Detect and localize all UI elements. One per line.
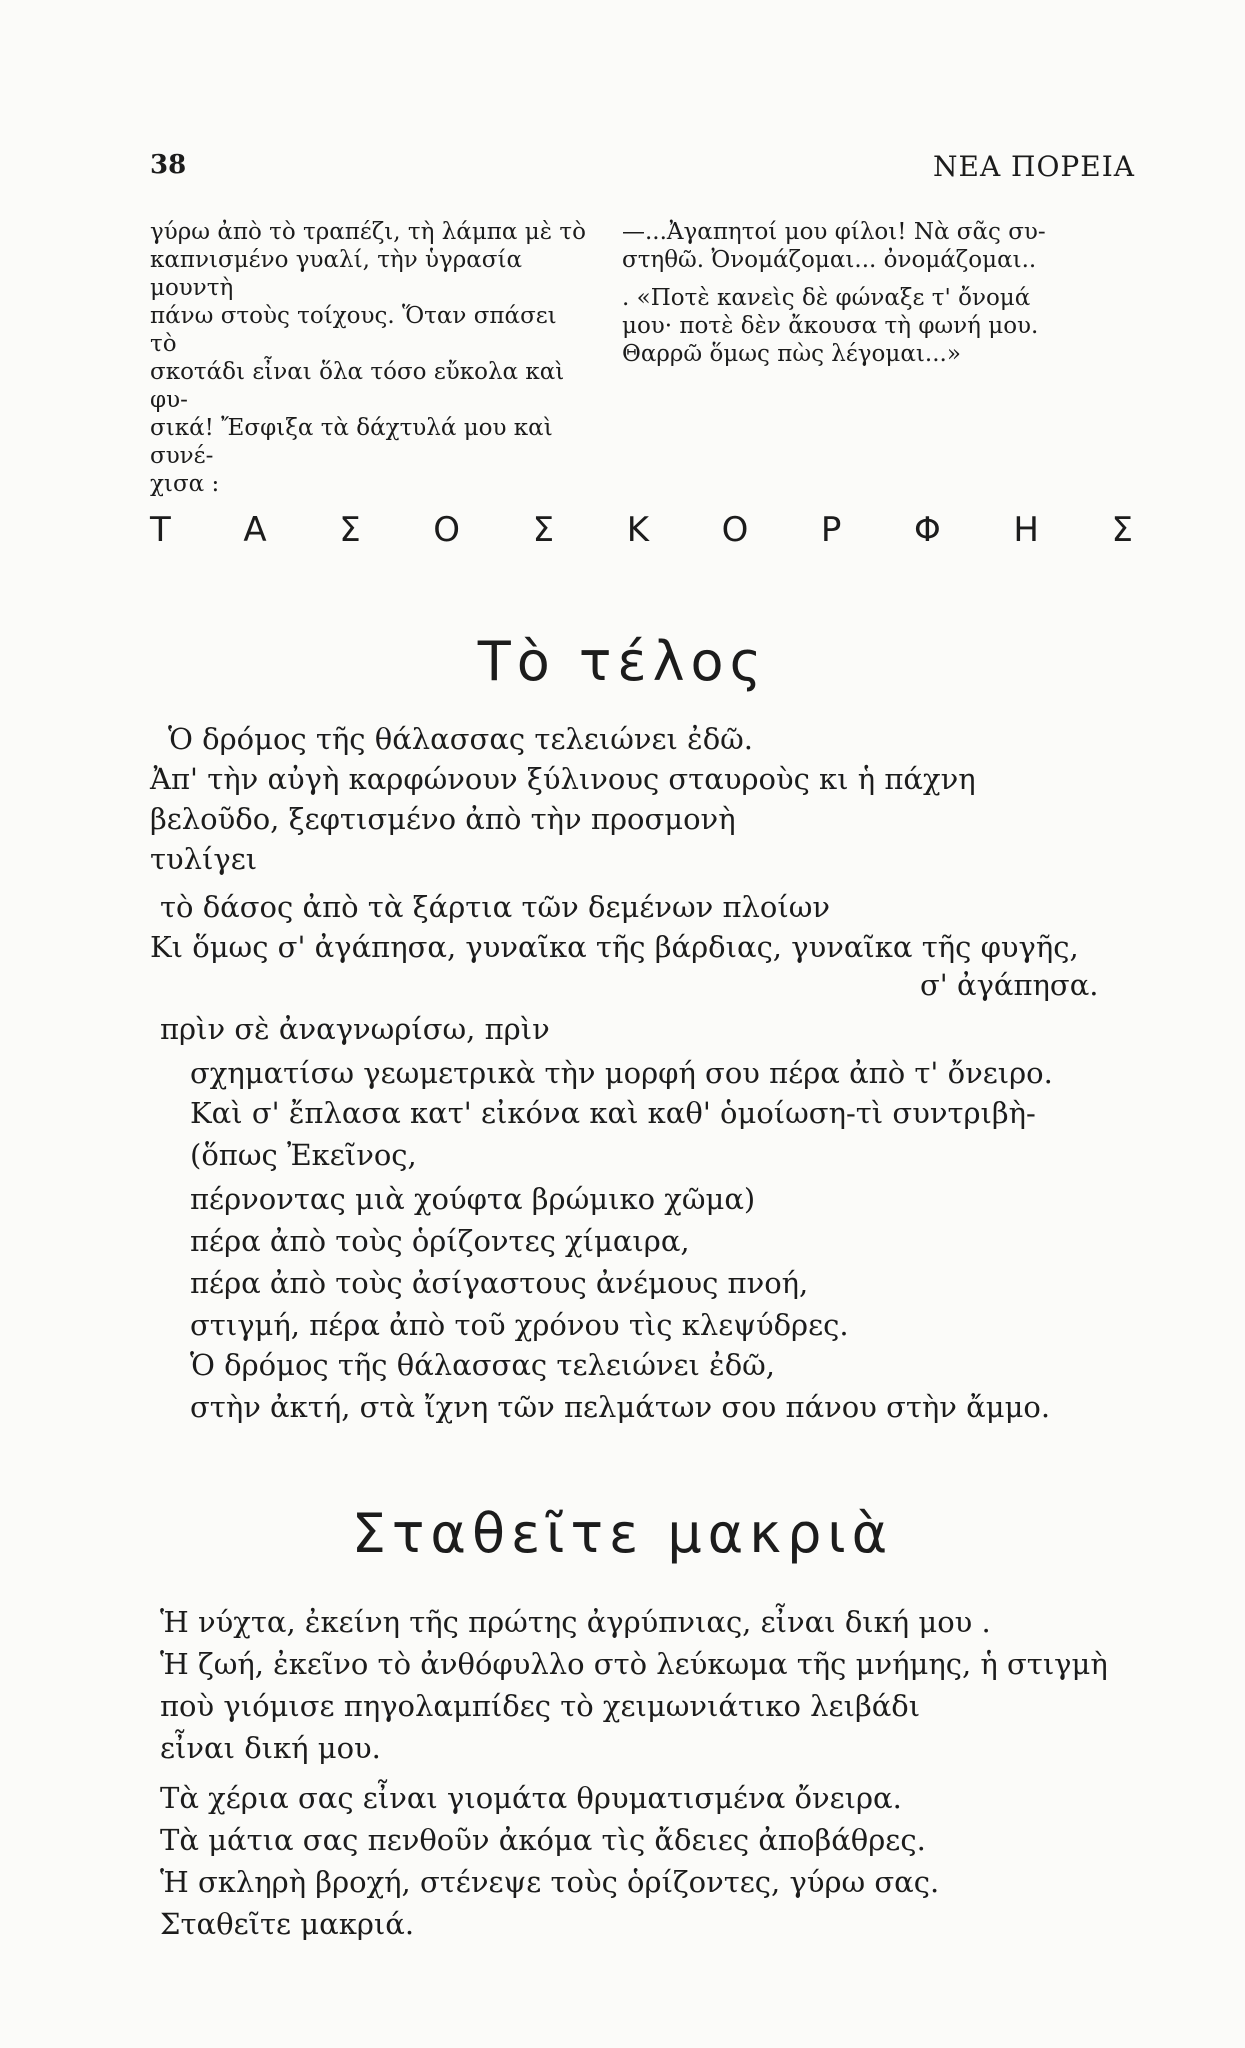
prev-right-line: μου· ποτὲ δὲν ἄκουσα τὴ φωνή μου. [622,313,1039,339]
poem-title: Τὸ τέλος [477,630,768,693]
prev-right-line: Θαρρῶ ὅμως πὼς λέγομαι...» [622,341,961,367]
prev-left-line: χισα : [150,471,220,497]
prev-right-line: —...Ἀγαπητοί μου φίλοι! Νὰ σᾶς συ- [622,219,1046,245]
prev-left-line: σκοτάδι εἶναι ὅλα τόσο εὔκολα καὶ φυ- [150,359,565,413]
journal-title: ΝΕΑ ΠΟΡΕΙΑ [933,150,1135,183]
poem-line: (ὅπως Ἐκεῖνος, [190,1138,417,1172]
poem-line: Ὁ δρόμος τῆς θάλασσας τελειώνει ἐδῶ, [190,1348,776,1382]
poem-line: σ' ἀγάπησα. [920,968,1099,1002]
prev-left-line: καπνισμένο γυαλί, τὴν ὑγρασία μουντὴ [150,247,523,301]
poem-line: Σταθεῖτε μακριά. [160,1907,415,1941]
poem-line: τὸ δάσος ἀπὸ τὰ ξάρτια τῶν δεμένων πλοίων [160,890,831,924]
prev-right-line: . «Ποτὲ κανεὶς δὲ φώναξε τ' ὄνομά [622,285,1031,311]
poem-line: πέρα ἀπὸ τοὺς ἀσίγαστους ἀνέμους πνοή, [190,1266,809,1300]
prev-left-line: σικά! Ἔσφιξα τὰ δάχτυλά μου καὶ συνέ- [150,415,553,469]
poem-line: Ἡ ζωή, ἐκεῖνο τὸ ἀνθόφυλλο στὸ λεύκωμα τῆς μνήμης, ἡ στιγμὴ [160,1647,1108,1681]
poem-title: Σταθεῖτε μακριὰ [351,1502,894,1565]
poem-line: πέρνοντας μιὰ χούφτα βρώμικο χῶμα) [190,1182,756,1216]
prev-text-right-column [622,218,1132,368]
poem-line: βελοῦδο, ξεφτισμένο ἀπὸ τὴν προσμονὴ [150,802,736,836]
poem-line: Τὰ μάτια σας πενθοῦν ἀκόμα τὶς ἄδειες ἀποβάθρες. [160,1823,926,1857]
poem-line: πρὶν σὲ ἀναγνωρίσω, πρὶν [160,1012,550,1046]
poem-line: Ὁ δρόμος τῆς θάλασσας τελειώνει ἐδῶ. [168,722,754,756]
poem-line: Καὶ σ' ἔπλασα κατ' εἰκόνα καὶ καθ' ὁμοίωση-τὶ συντριβὴ- [190,1096,1036,1130]
poem-line: Ἡ νύχτα, ἐκείνη τῆς πρώτης ἀγρύπνιας, εἶναι δική μου . [160,1605,991,1639]
page-header [150,150,1135,190]
page-number: 38 [150,150,187,180]
prev-left-line: πάνω στοὺς τοίχους. Ὅταν σπάσει τὸ [150,303,557,357]
poem-line: σχηματίσω γεωμετρικὰ τὴν μορφή σου πέρα ἀπὸ τ' ὄνειρο. [190,1056,1053,1090]
poem-line: Κι ὅμως σ' ἀγάπησα, γυναῖκα τῆς βάρδιας, γυναῖκα τῆς φυγῆς, [150,930,1079,964]
prev-right-line: στηθῶ. Ὀνομάζομαι... ὀνομάζομαι.. [622,247,1037,273]
poem-line: ποὺ γιόμισε πηγολαμπίδες τὸ χειμωνιάτικο λειβάδι [160,1689,921,1723]
author-name: Τ Α Σ Ο Σ Κ Ο Ρ Φ Η Σ [150,510,1135,550]
poem-line: στὴν ἀκτή, στὰ ἴχνη τῶν πελμάτων σου πάνου στὴν ἄμμο. [190,1390,1051,1424]
poem-line: Ἀπ' τὴν αὐγὴ καρφώνουν ξύλινους σταυροὺς κι ἡ πάχνη [150,762,976,796]
poem-line: πέρα ἀπὸ τοὺς ὁρίζοντες χίμαιρα, [190,1224,690,1258]
poem-line: τυλίγει [150,842,258,876]
prev-left-line: γύρω ἀπὸ τὸ τραπέζι, τὴ λάμπα μὲ τὸ [150,219,586,245]
prev-text-left-column [150,218,590,498]
poem-line: στιγμή, πέρα ἀπὸ τοῦ χρόνου τὶς κλεψύδρες. [190,1308,849,1342]
poem-line: εἶναι δική μου. [160,1731,381,1765]
poem-line: Ἡ σκληρὴ βροχή, στένεψε τοὺς ὁρίζοντες, γύρω σας. [160,1865,940,1899]
poem-line: Τὰ χέρια σας εἶναι γιομάτα θρυματισμένα ὄνειρα. [160,1781,902,1815]
